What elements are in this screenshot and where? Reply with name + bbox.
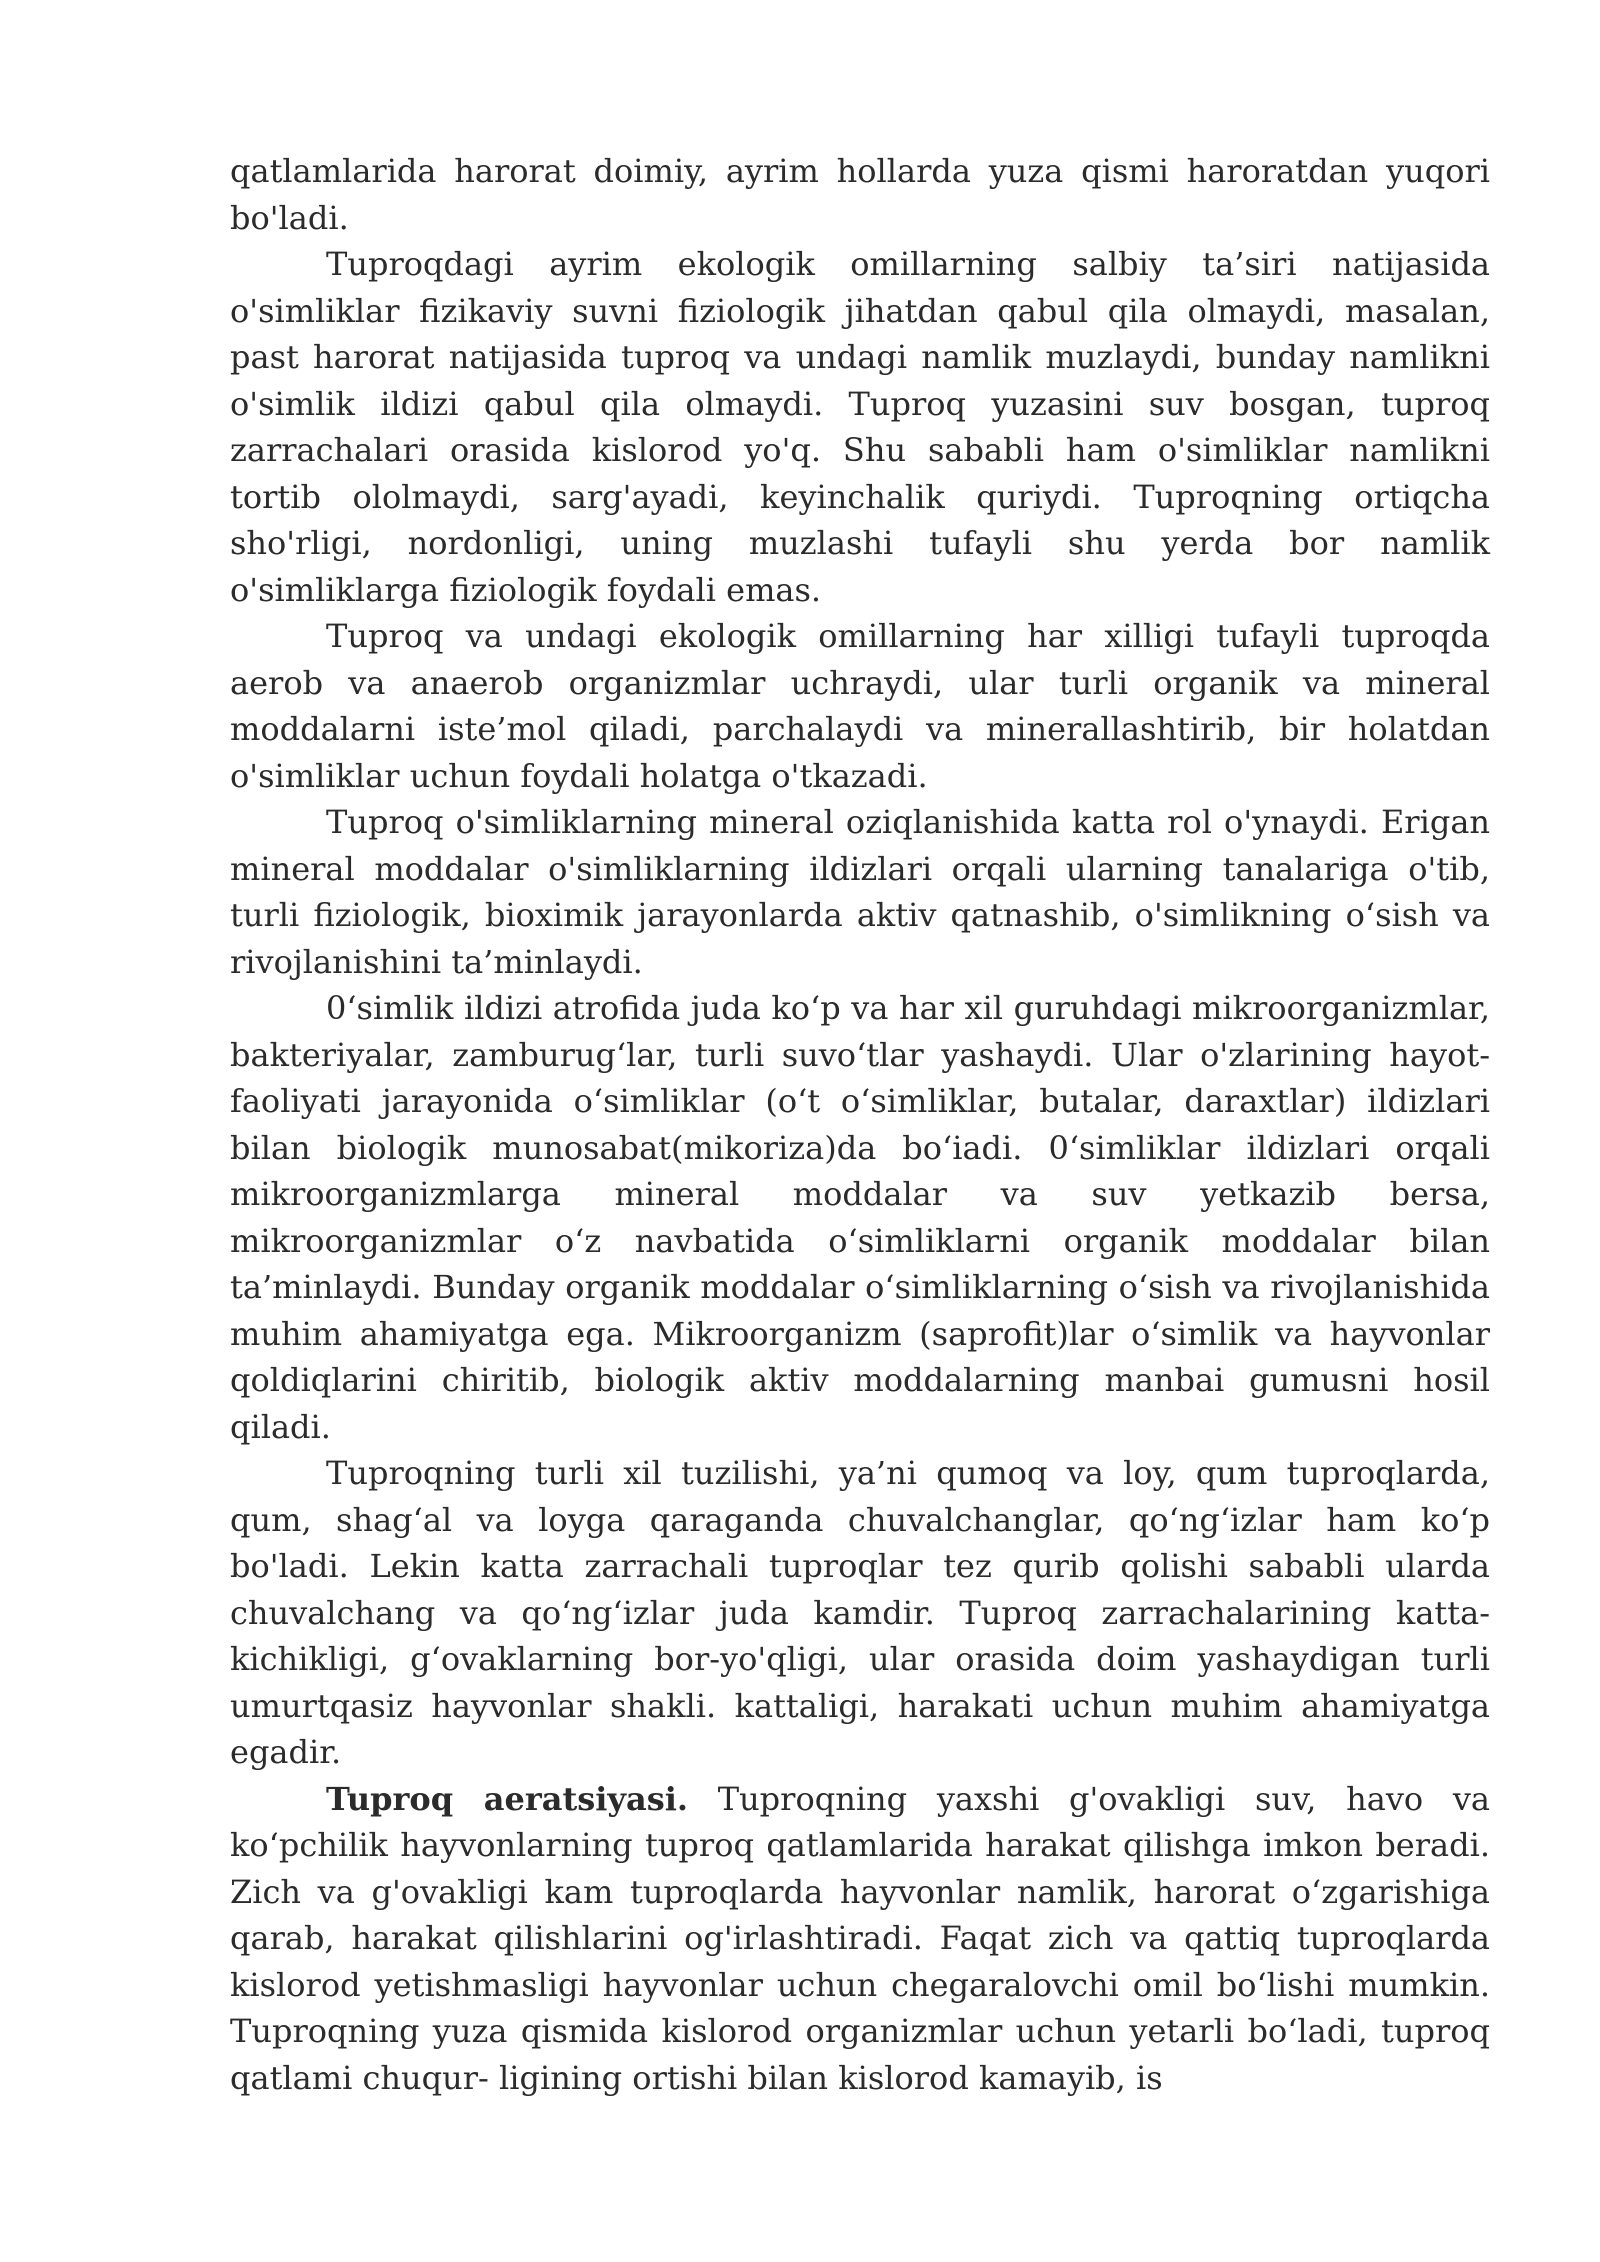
paragraph-aeration-body: Tuproqning yaxshi g'ovakligi suv, havo va ko‘pchilik hayvonlarning tuproq qatlamlarida harakat qilishga imkon beradi. Zich va g'ovakligi kam tuproqlarda hayvonlar namlik, harorat o‘zgarishiga qarab, harakat qilishlarini og'irlashtiradi. Faqat zich va qattiq tuproqlarda kislorod yetishmasligi hayvonlar uchun chegaralovchi omil bo‘lishi mumkin. Tuproqning yuza qismida kislorod organizmlar uchun yetarli bo‘ladi, tuproq qatlami chuqur- ligining ortishi bilan kislorod kamayib, is	[230, 1779, 1490, 2097]
paragraph-physiological-water: Tuproqdagi ayrim ekologik omillarning salbiy ta’siri natijasida o'simliklar fizikaviy suvni fiziologik jihatdan qabul qila olmaydi, masalan, past harorat natijasida tuproq va undagi namlik muzlaydi, bunday namlikni o'simlik ildizi qabul qila olmaydi. Tuproq yuzasini suv bosgan, tuproq zarrachalari orasida kislorod yo'q. Shu sababli ham o'simliklar namlikni tortib ololmaydi, sarg'ayadi, keyinchalik quriydi. Tuproqning ortiqcha sho'rligi, nordonligi, uning muzlashi tufayli shu yerda bor namlik o'simliklarga fiziologik foydali emas.	[230, 245, 1490, 609]
paragraph-soil-structure: Tuproqning turli xil tuzilishi, ya’ni qumoq va loy, qum tuproqlarda, qum, shag‘al va loyga qaraganda chuvalchanglar, qo‘ng‘izlar ham ko‘p bo'ladi. Lekin katta zarrachali tuproqlar tez qurib qolishi sababli ularda chuvalchang va qo‘ng‘izlar juda kamdir. Tuproq zarrachalarining katta-kichikligi, g‘ovaklarning bor-yo'qligi, ular orasida doim yashaydigan turli umurtqasiz hayvonlar shakli. kattaligi, harakati uchun muhim ahamiyatga egadir.	[230, 1454, 1490, 1771]
paragraph-root-microorganisms: 0‘simlik ildizi atrofida juda ko‘p va har xil guruhdagi mikroorganizmlar, bakteriyalar, zamburug‘lar, turli suvo‘tlar yashaydi. Ular o'zlarining hayot-faoliyati jarayonida o‘simliklar (o‘t o‘simliklar, butalar, daraxtlar) ildizlari bilan biologik munosabat(mikoriza)da bo‘iadi. 0‘simliklar ildizlari orqali mikroorganizmlarga mineral moddalar va suv yetkazib bersa, mikroorganizmlar o‘z navbatida o‘simliklarni organik moddalar bilan ta’minlaydi. Bunday organik moddalar o‘simliklarning o‘sish va rivojlanishida muhim ahamiyatga ega. Mikroorganizm (saprofit)lar o‘simlik va hayvonlar qoldiqlarini chiritib, biologik aktiv moddalarning manbai gumusni hosil qiladi.	[230, 989, 1490, 1446]
paragraph-soil-aeration	[230, 1776, 1490, 2102]
paragraph-mineral-nutrition: Tuproq o'simliklarning mineral oziqlanishida katta rol o'ynaydi. Erigan mineral moddalar o'simliklarning ildizlari orqali ularning tanalariga o'tib, turli fiziologik, bioximik jarayonlarda aktiv qatnashib, o'simlikning o‘sish va rivojlanishini ta’minlaydi.	[230, 803, 1490, 981]
section-heading-aeration: Tuproq aeratsiyasi.	[326, 1779, 689, 1818]
paragraph-aerobic-anaerobic: Tuproq va undagi ekologik omillarning har xilligi tufayli tuproqda aerob va anaerob organizmlar uchraydi, ular turli organik va mineral moddalarni iste’mol qiladi, parchalaydi va minerallashtirib, bir holatdan o'simliklar uchun foydali holatga o'tkazadi.	[230, 617, 1490, 795]
document-body	[230, 148, 1490, 2101]
paragraph-continuation: qatlamlarida harorat doimiy, ayrim hollarda yuza qismi haroratdan yuqori bo'ladi.	[230, 152, 1490, 237]
